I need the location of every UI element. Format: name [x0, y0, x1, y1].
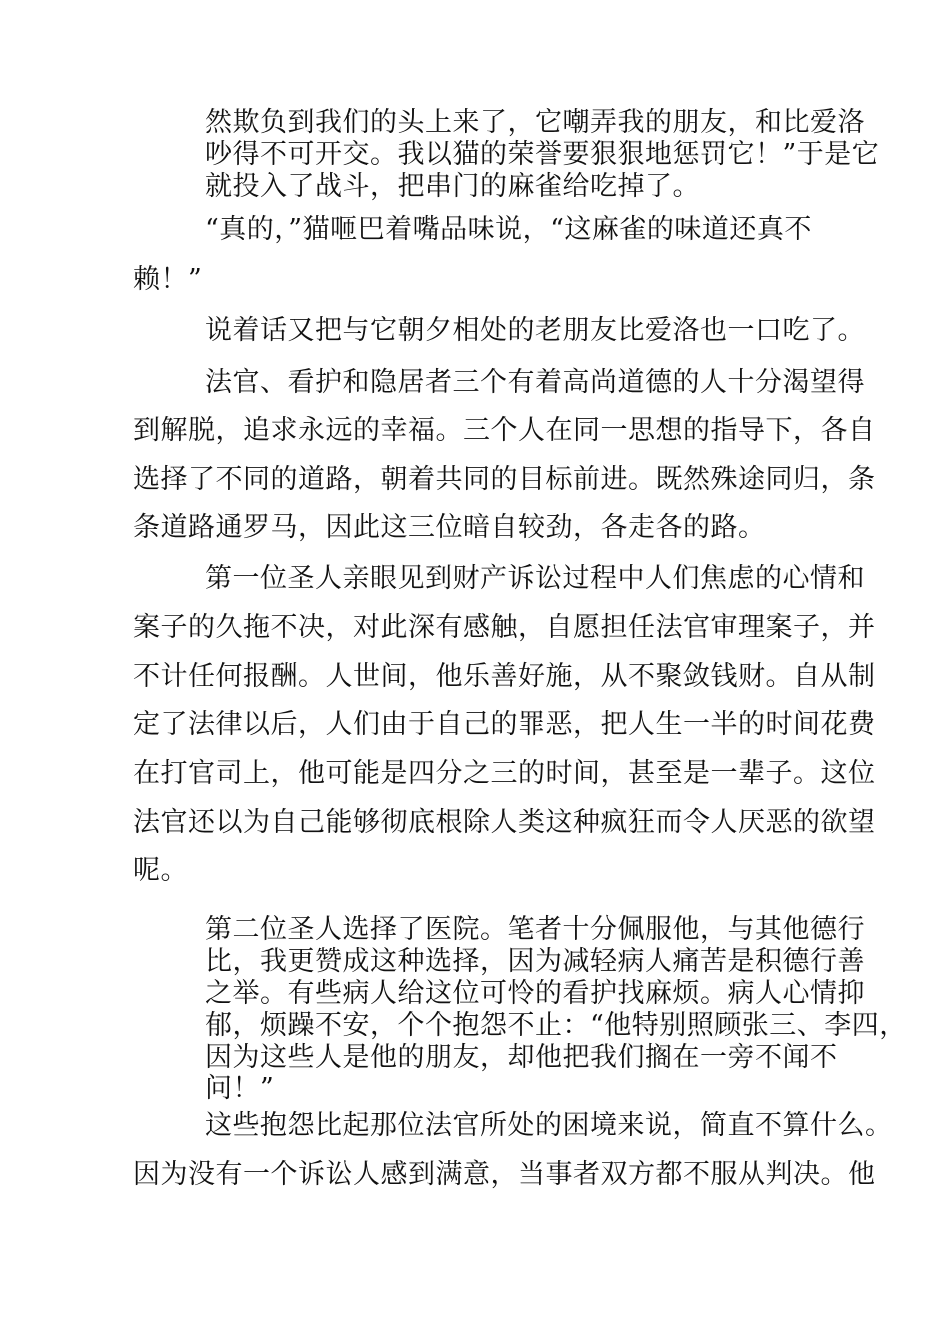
text-line: 不计任何报酬。人世间，他乐善好施，从不聚敛钱财。自从制	[133, 661, 876, 692]
text-line: 法官、看护和隐居者三个有着高尚道德的人十分渴望得	[205, 367, 865, 398]
text-line: 之举。有些病人给这位可怜的看护找麻烦。病人心情抑	[205, 978, 865, 1009]
text-line: 说着话又把与它朝夕相处的老朋友比爱洛也一口吃了。	[205, 315, 865, 346]
text-line: 这些抱怨比起那位法官所处的困境来说，简直不算什么。	[205, 1110, 893, 1141]
text-line: 郁，烦躁不安，个个抱怨不止：“他特别照顾张三、李四，	[205, 1010, 907, 1041]
text-line: 吵得不可开交。我以猫的荣誉要狠狠地惩罚它！”于是它	[205, 139, 880, 170]
text-line: 然欺负到我们的头上来了，它嘲弄我的朋友，和比爱洛	[205, 107, 865, 138]
text-line: “真的，”猫咂巴着嘴品味说，“这麻雀的味道还真不	[205, 214, 812, 245]
text-line: 第二位圣人选择了医院。笔者十分佩服他，与其他德行	[205, 914, 865, 945]
text-line: 条道路通罗马，因此这三位暗自较劲，各走各的路。	[133, 512, 766, 543]
text-line: 赖！”	[133, 264, 203, 295]
text-line: 因为这些人是他的朋友，却他把我们搁在一旁不闻不	[205, 1042, 838, 1073]
text-line: 比，我更赞成这种选择，因为减轻病人痛苦是积德行善	[205, 946, 865, 977]
text-line: 因为没有一个诉讼人感到满意，当事者双方都不服从判决。他	[133, 1159, 876, 1190]
text-line: 法官还以为自己能够彻底根除人类这种疯狂而令人厌恶的欲望	[133, 807, 876, 838]
text-line: 就投入了战斗，把串门的麻雀给吃掉了。	[205, 171, 700, 202]
text-line: 第一位圣人亲眼见到财产诉讼过程中人们焦虑的心情和	[205, 563, 865, 594]
text-line: 定了法律以后，人们由于自己的罪恶，把人生一半的时间花费	[133, 709, 876, 740]
text-line: 到解脱，追求永远的幸福。三个人在同一思想的指导下，各自	[133, 415, 876, 446]
text-line: 在打官司上，他可能是四分之三的时间，甚至是一辈子。这位	[133, 758, 876, 789]
text-line: 呢。	[133, 855, 188, 886]
text-line: 问！”	[205, 1073, 275, 1104]
text-line: 选择了不同的道路，朝着共同的目标前进。既然殊途同归，条	[133, 464, 876, 495]
text-line: 案子的久拖不决，对此深有感触，自愿担任法官审理案子，并	[133, 612, 876, 643]
